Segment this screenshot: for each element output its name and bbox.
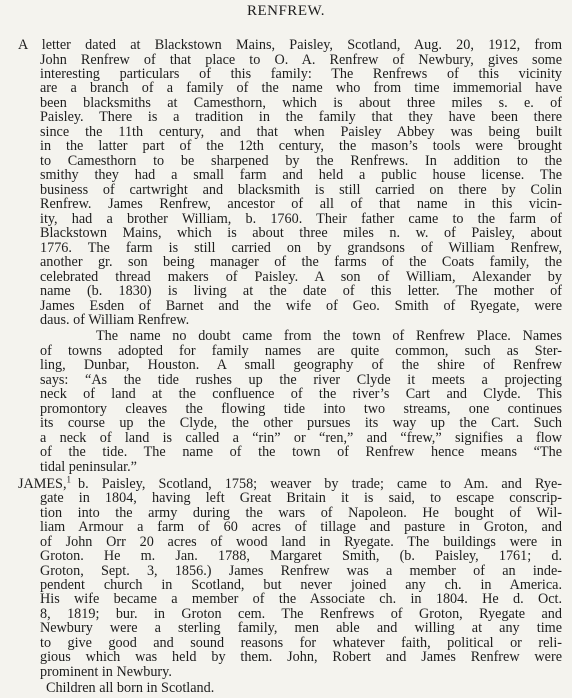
text-line: Groton. He m. Jan. 1788, Margaret Smith, (b. Paisley, 1761; d. <box>40 548 562 564</box>
text-line: gious which was held by them. John, Robert and James Renfrew were <box>40 649 562 666</box>
text-line: Children all born in Scotland. <box>46 680 215 696</box>
text-line: His wife became a member of the Associate ch. in 1804. He d. Oct. <box>40 591 562 608</box>
text-line: to Camesthorn to be sharpened by the Renfrews. In addition to the <box>40 152 562 169</box>
text-line: says: “As the tide rushes up the river Clyde it meets a projecting <box>40 371 562 388</box>
text-line: ling, Dunbar, Houston. A small geography of the shire of Renfrew <box>40 357 562 374</box>
text-line: of towns adopted for family names are quite common, such as Ster- <box>40 342 562 359</box>
text-line: its course up the Clyde, the other pursues its way up the Cart. Such <box>40 415 562 432</box>
text-line: prominent in Newbury. <box>40 663 172 680</box>
text-line: interesting particulars of this family: The Renfrews of this vicinity <box>40 66 562 82</box>
text-line: b. Paisley, Scotland, 1758; weaver by trade; came to Am. and Rye- <box>78 475 562 492</box>
text-line: James Esden of Barnet and the wife of Geo. Smith of Ryegate, were <box>40 297 562 314</box>
entry-name: JAMES, <box>18 475 67 492</box>
text-line: John Renfrew of that place to O. A. Renfrew of Newbury, gives some <box>40 51 562 68</box>
text-line: promontory cleaves the flowing tide into two streams, one continues <box>40 400 562 417</box>
text-line: liam Armour a farm of 60 acres of tillage and pasture in Groton, and <box>40 519 562 535</box>
text-line: celebrated thread makers of Paisley. A son of William, Alexander by <box>40 268 562 285</box>
text-line: in the latter part of the 12th century, the mason’s tools were brought <box>40 138 562 155</box>
text-line: gate in 1804, having left Great Britain it is said, to escape conscrip- <box>40 490 562 507</box>
text-line: Groton, Sept. 3, 1856.) James Renfrew was a member of an inde- <box>40 562 562 579</box>
text-line: tidal peninsular.” <box>40 458 137 475</box>
text-line: ity, had a brother William, b. 1760. Their father came to the farm of <box>40 210 562 227</box>
text-line: 1776. The farm is still carried on by grandsons of William Renfrew, <box>40 239 562 256</box>
text-line: A letter dated at Blackstown Mains, Paisley, Scotland, Aug. 20, 1912, from <box>18 37 562 53</box>
text-line: another gr. son being manager of the farms of the Coats family, the <box>40 254 562 271</box>
text-line: of the tide. The name of the town of Renfrew hence means “The <box>40 444 562 461</box>
text-line: been blacksmiths at Camesthorn, which is about three miles s. e. of <box>40 94 562 111</box>
text-line: The name no doubt came from the town of Renfrew Place. Names <box>96 328 562 345</box>
text-line: are a branch of a family of the name who from time immemorial have <box>40 80 562 97</box>
text-line: 8, 1819; bur. in Groton cem. The Renfrews of Groton, Ryegate and <box>40 605 562 622</box>
text-line: to give good and sound reasons for whatever faith, political or reli- <box>40 634 562 651</box>
text-line: Newbury were a sterling family, men able and willing at any time <box>40 620 562 637</box>
footnote-mark: 1 <box>66 473 71 484</box>
text-line: pendent church in Scotland, but never joined any ch. in America. <box>40 576 562 593</box>
text-line: Blackstown Mains, which is about three miles n. w. of Paisley, about <box>40 225 562 242</box>
text-line: neck of land at the confluence of the river’s Cart and Clyde. This <box>40 386 562 403</box>
page-title: RENFREW. <box>246 3 326 19</box>
text-line: Paisley. There is a tradition in the family that they have been there <box>40 109 562 126</box>
text-line: smithy they had a small farm and held a public house license. The <box>40 167 562 184</box>
text-line: daus. of William Renfrew. <box>40 312 190 329</box>
text-line: business of cartwright and blacksmith is still carried on there by Colin <box>40 181 562 198</box>
text-line: of John Orr 20 acres of wood land in Ryegate. The buildings were in <box>40 533 562 550</box>
text-line: Renfrew. James Renfrew, ancestor of all of that name in this vicin- <box>40 196 562 213</box>
text-line: tion into the army during the wars of Napoleon. He bought of Wil- <box>40 504 562 521</box>
text-line: a neck of land is called a “rin” or “ren,” and “frew,” signifies a flow <box>40 429 562 446</box>
text-line: since the 11th century, and that when Paisley Abbey was being built <box>40 123 562 140</box>
text-line: name (b. 1830) is living at the date of this letter. The mother of <box>40 283 562 300</box>
